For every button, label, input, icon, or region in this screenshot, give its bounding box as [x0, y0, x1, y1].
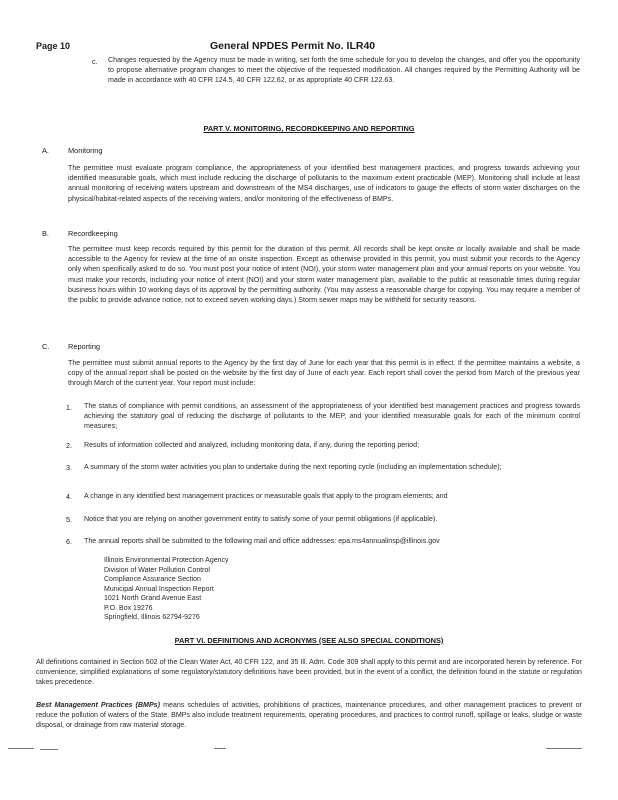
address-line: Division of Water Pollution Control: [104, 566, 210, 574]
bmp-term: Best Management Practices (BMPs): [36, 701, 160, 709]
address-line: Municipal Annual Inspection Report: [104, 585, 214, 593]
section-a-letter: A.: [42, 146, 49, 155]
scan-artifact-line: [214, 748, 226, 749]
reporting-paragraph: The permittee must submit annual reports to the Agency by the first day of June for each year that this permit is in effect. If the permittee maintains a website, a copy of the annual report shall be posted on the website by the first day of June of each year. Each report shall cover the period from March of the previous year through March of the current year. Your report must include:: [68, 359, 580, 388]
item-number: 4.: [66, 492, 72, 501]
report-item: The status of compliance with permit conditions, an assessment of the appropriateness of your identified best management practices and progress towards achieving the statutory goal of reducing the discharge of pollutants to the MEP, and your identified measurable goals for each of the minimum control measures;: [84, 402, 580, 431]
recordkeeping-paragraph: The permittee must keep records required by this permit for the duration of this permit. All records shall be kept onsite or locally available and shall be made accessible to the Agency for review at the time of an onsite inspection. Except as otherwise provided in this permit, you must submit your records to the Agency only when specifically asked to do so. You must post your notice of intent (NOI), your storm water management plan and your annual reports on your website. You must make your records, including your notice of intent (NOI) and your storm water management plan, available to the public at reasonable times during regular business hours within 10 working days of its approval by the permitting authority. (You may assess a reasonable charge for copying. You may require a member of the public to provide advance notice, not to exceed seven working days.) Storm sewer maps may be withheld for security reasons.: [68, 245, 580, 305]
item-number: 5.: [66, 515, 72, 524]
item-number: 3.: [66, 463, 72, 472]
document-title: General NPDES Permit No. ILR40: [210, 40, 376, 52]
bullet-c: c.: [92, 57, 98, 66]
section-c-title: Reporting: [68, 342, 101, 351]
section-b-title: Recordkeeping: [68, 229, 118, 238]
page-number: Page 10: [36, 41, 71, 51]
report-item: The annual reports shall be submitted to the following mail and office addresses: epa.ms4annualinsp@illinois.gov: [84, 537, 440, 545]
top-paragraph: Changes requested by the Agency must be made in writing, set forth the time schedule for you to develop the changes, and offer you the opportunity to propose alternative program changes to meet the objective of the requested modification. All changes required by the Permitting Authority will be made in accordance with 40 CFR 124.5, 40 CFR 122.62, or as appropriate 40 CFR 122.63.: [108, 56, 580, 85]
section-a-title: Monitoring: [68, 146, 103, 155]
item-number: 2.: [66, 441, 72, 450]
bmp-text: means schedules of activities, prohibitions of practices, maintenance procedures, and other management practices to prevent or reduce the pollution of waters of the State. BMPs also include treatment requirements, operating procedures, and practices to control runoff, spillage or leaks, sludge or waste disposal, or drainage from raw material storage.: [36, 701, 582, 730]
bmp-definition: [36, 700, 582, 731]
item-number: 6.: [66, 537, 72, 546]
section-b-letter: B.: [42, 229, 49, 238]
report-item: Results of information collected and analyzed, including monitoring data, if any, during the reporting period;: [84, 441, 420, 449]
scan-artifact-line: [546, 748, 582, 749]
address-line: Compliance Assurance Section: [104, 576, 201, 583]
address-line: Springfield, Illinois 62794-9276: [104, 614, 200, 621]
address-line: 1021 North Grand Avenue East: [104, 595, 202, 602]
monitoring-paragraph: The permittee must evaluate program compliance, the appropriateness of your identified best management practices, and progress towards achieving your identified measurable goals, which must include reducing the discharge of pollutants to the maximum extent practicable (MEP). Monitoring shall include at least annual monitoring of receiving waters upstream and downstream of the MS4 discharges, use of indicators to gauge the effects of storm water discharges on the physical/habitat-related aspects of the receiving waters, and/or monitoring of the effectiveness of BMPs.: [68, 164, 580, 203]
report-item: A change in any identified best management practices or measurable goals that apply to the program elements; and: [84, 492, 448, 500]
mailing-address: [104, 556, 324, 623]
scan-artifact-line: [8, 748, 34, 749]
item-number: 1.: [66, 403, 72, 412]
address-line: Illinois Environmental Protection Agency: [104, 557, 229, 564]
part-v-heading: PART V. MONITORING, RECORDKEEPING AND REPORTING: [203, 124, 415, 133]
report-item: Notice that you are relying on another government entity to satisfy some of your permit obligations (if applicable).: [84, 515, 438, 523]
scan-artifact-line: [40, 749, 58, 750]
definitions-intro: All definitions contained in Section 502 of the Clean Water Act, 40 CFR 122, and 35 Ill. Adm. Code 309 shall apply to this permit and are incorporated herein by reference. For convenience, simplified explanations of some regulatory/statutory definitions have been provided, but in the event of a conflict, the definition found in the statute or regulation takes precedence.: [36, 658, 582, 687]
address-line: P.O. Box 19276: [104, 604, 153, 612]
part-vi-heading: PART VI. DEFINITIONS AND ACRONYMS (SEE ALSO SPECIAL CONDITIONS): [174, 636, 444, 645]
report-item: A summary of the storm water activities you plan to undertake during the next reporting cycle (including an implementation schedule);: [84, 463, 502, 471]
section-c-letter: C.: [42, 342, 50, 351]
